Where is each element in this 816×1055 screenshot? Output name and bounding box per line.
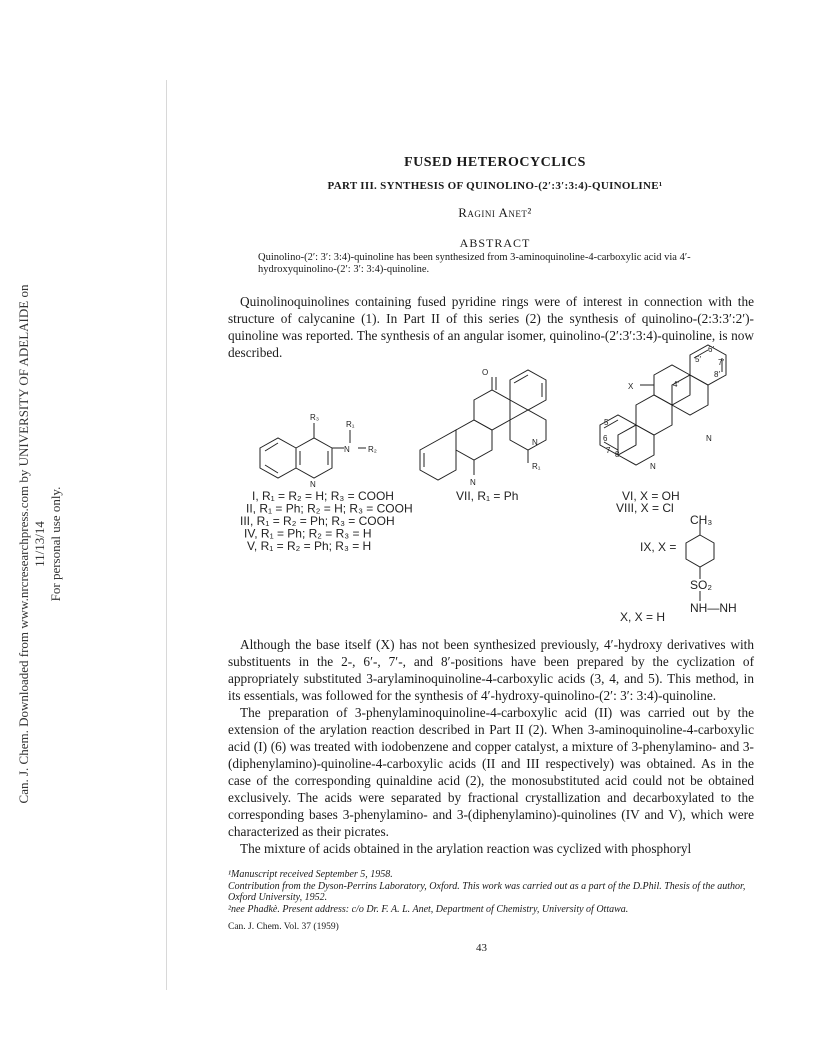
legend-vii: VII, R₁ = Ph [456, 489, 519, 503]
label-n-middle: N [532, 438, 538, 447]
label-n-ring: N [310, 480, 316, 489]
journal-citation: Can. J. Chem. Vol. 37 (1959) [228, 922, 339, 932]
legend-i: I, R₁ = R₂ = H; R₃ = COOH [252, 489, 394, 503]
label-7: 7 [606, 446, 611, 455]
label-r2: R₂ [368, 445, 377, 454]
label-5: 5 [604, 418, 609, 427]
legend-v: V, R₁ = R₂ = Ph; R₃ = H [247, 539, 372, 553]
label-ch3: CH₃ [690, 513, 713, 527]
download-notice [16, 284, 64, 804]
label-n-right-upper: N [706, 434, 712, 443]
intro-text: Quinolinoquinolines containing fused pyridine rings were of interest in connection with the structure of calycanine (1). In Part II of this series (2) the synthesis of quinolino-(2:3:3′:2′)-quinoline was reported. The synthesis of an angular isomer, quinolino-(2′:3′:3:4)-quinoline, is now described. [228, 294, 754, 360]
footnote-2: ²nee Phadkè. Present address: c/o Dr. F. A. L. Anet, Department of Chemistry, University of Ottawa. [228, 903, 629, 915]
download-notice-line1: Can. J. Chem. Downloaded from www.nrcresearchpress.com by UNIVERSITY OF ADELAIDE on 11/13/14 [16, 284, 47, 804]
footnote-1: ¹Manuscript received September 5, 1958. [228, 869, 393, 880]
label-8: 8 [615, 450, 620, 459]
label-5prime: 5′ [695, 355, 701, 364]
label-n-amino: N [344, 445, 350, 454]
legend-vi: VI, X = OH [622, 489, 680, 503]
label-r1-middle: R₁ [532, 462, 541, 471]
page-number: 43 [476, 942, 487, 954]
abstract-text: Quinolino-(2′: 3′: 3:4)-quinoline has been synthesized from 3-aminoquinoline-4-carboxylic acid via 4′-hydroxyquinolino-(2′: 3′: 3:4)-quinoline. [258, 252, 691, 275]
label-r1: R₁ [346, 420, 355, 429]
label-8prime: 8′ [714, 370, 720, 379]
label-7prime: 7′ [718, 358, 724, 367]
label-r3: R₃ [310, 413, 320, 422]
footnotes [228, 869, 754, 915]
label-x: X [628, 382, 634, 391]
label-n-right-lower: N [650, 462, 656, 471]
legend-ix: IX, X = [640, 540, 677, 554]
body-paragraphs [228, 636, 754, 857]
legend-x: X, X = H [620, 610, 666, 624]
label-nh-nh: NH—NH [690, 601, 737, 615]
margin-rule [166, 80, 167, 990]
label-6prime: 6′ [708, 345, 714, 354]
label-o: O [482, 368, 489, 377]
body-paragraph-3: The mixture of acids obtained in the arylation reaction was cyclized with phosphoryl [240, 841, 692, 856]
legend-ii: II, R₁ = Ph; R₂ = H; R₃ = COOH [246, 501, 413, 516]
body-paragraph-1: Although the base itself (X) has not been synthesized previously, 4′-hydroxy derivatives with substituents in the 2-, 6′-, 7′-, and 8′-positions have been prepared by the cyclization of appropriately substituted 3-arylaminoquinoline-4-carboxylic acids (3, 4, and 5). This method, in its essentials, was followed for the synthesis of 4′-hydroxy-quinolino-(2′: 3′: 3:4)-quinoline. [228, 637, 754, 703]
label-so2: SO₂ [690, 578, 712, 592]
legend-iii: III, R₁ = R₂ = Ph; R₃ = COOH [240, 514, 395, 528]
footnote-1b: Contribution from the Dyson-Perrins Laboratory, Oxford. This work was carried out as a part of the D.Phil. Thesis of the author, Oxford University, 1952. [228, 880, 746, 903]
paper-title: FUSED HETEROCYCLICS [404, 155, 586, 170]
body-paragraph-2: The preparation of 3-phenylaminoquinoline-4-carboxylic acid (II) was carried out by the extension of the arylation reaction described in Part II (2). When 3-aminoquinoline-4-carboxylic acid (I) (6) was treated with iodobenzene and copper catalyst, a mixture of 3-phenylamino- and 3-(diphenylamino)-quinoline-4-carboxylic acids (II and III respectively) was obtained. As in the case of the corresponding quinaldine acid (2), the monosubstituted acid could not be obtained exclusively. The acids were separated by fractional crystallization and decarboxylated to the corresponding bases 3-phenylamino- and 3-(diphenylamino)-quinolines (IV and V), which were characterized as their picrates. [228, 705, 754, 839]
compound-vi-structure [600, 345, 726, 465]
paper-subtitle: PART III. SYNTHESIS OF QUINOLINO-(2′:3′:3:4)-QUINOLINE¹ [327, 180, 663, 192]
legend-viii: VIII, X = Cl [616, 501, 674, 515]
abstract-heading: ABSTRACT [459, 236, 531, 250]
compound-vii-structure [420, 370, 546, 480]
chemical-structures-figure [220, 345, 780, 625]
intro-paragraph [228, 293, 754, 361]
quinoline-structure [260, 423, 366, 478]
paper-author: Ragini Anet² [458, 205, 532, 220]
legend-iv: IV, R₁ = Ph; R₂ = R₃ = H [244, 526, 372, 541]
label-4prime: 4′ [673, 380, 679, 389]
label-n-middle-ring: N [470, 478, 476, 487]
download-notice-line2: For personal use only. [48, 486, 63, 602]
label-6: 6 [603, 434, 608, 443]
